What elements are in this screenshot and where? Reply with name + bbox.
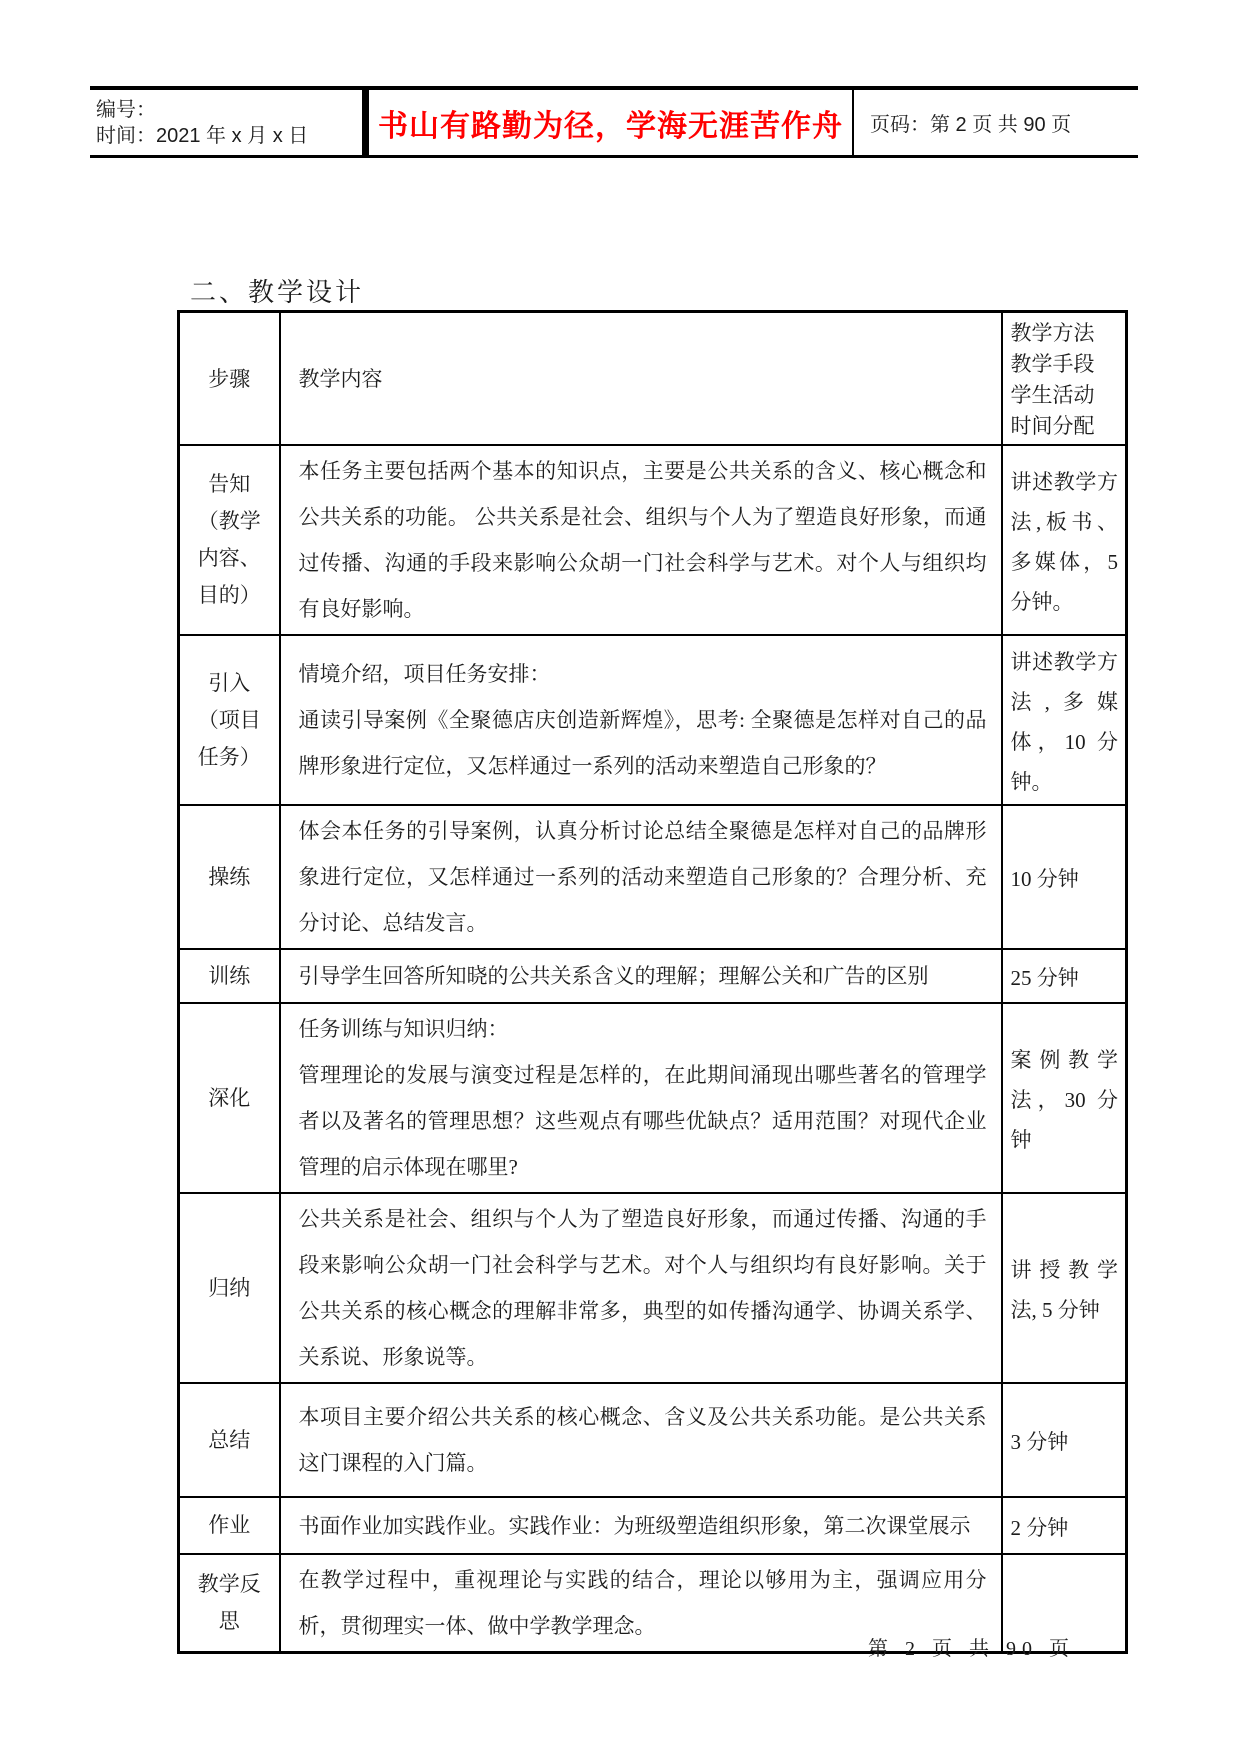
content-cell: [280, 1003, 1002, 1193]
method-cell: 2 分钟: [1002, 1497, 1127, 1554]
step-cell: 教学反思: [179, 1554, 280, 1653]
content-paragraph: 任务训练与知识归纳：: [298, 1017, 509, 1041]
content-paragraph: 体会本任务的引导案例，认真分析讨论总结全聚德是怎样对自己的品牌形象进行定位，又怎样通过一系列的活动来塑造自己形象的？合理分析、充分讨论、总结发言。: [298, 819, 987, 935]
step-cell: 告知（教学内容、目的）: [179, 445, 280, 635]
teaching-design-table: [177, 310, 1128, 1654]
method-cell: 3 分钟: [1002, 1383, 1127, 1497]
table-row: [179, 949, 1127, 1003]
col-header-step: 步骤: [179, 312, 280, 446]
content-paragraph: 情境介绍，项目任务安排：: [298, 662, 551, 686]
doc-number-label: 编号：: [96, 99, 156, 121]
content-paragraph: 在教学过程中，重视理论与实践的结合，理论以够用为主，强调应用分析，贯彻理实一体、做中学教学理念。: [298, 1568, 987, 1638]
table-header-row: [179, 312, 1127, 446]
step-cell: 深化: [179, 1003, 280, 1193]
col-header-content: 教学内容: [280, 312, 1002, 446]
method-cell: 10 分钟: [1002, 805, 1127, 949]
doc-date-label: 时间：2021 年 x 月 x 日: [96, 125, 309, 147]
content-paragraph: 本项目主要介绍公共关系的核心概念、含义及公共关系功能。是公共关系这门课程的入门篇。: [298, 1405, 987, 1475]
col-header-method-line: 学生活动: [1010, 383, 1095, 407]
table-row: [179, 1003, 1127, 1193]
content-cell: [280, 805, 1002, 949]
method-cell: 25 分钟: [1002, 949, 1127, 1003]
content-cell: [280, 1193, 1002, 1383]
col-header-method: [1002, 312, 1127, 446]
slogan: 书山有路勤为径，学海无涯苦作舟: [378, 109, 843, 143]
content-paragraph: 管理理论的发展与演变过程是怎样的，在此期间涌现出哪些著名的管理学者以及著名的管理思想？这些观点有哪些优缺点？适用范围？对现代企业管理的启示体现在哪里?: [298, 1063, 987, 1179]
table-row: [179, 805, 1127, 949]
col-header-method-line: 时间分配: [1010, 414, 1095, 438]
step-cell: 作业: [179, 1497, 280, 1554]
method-cell: 讲述教学方法,多媒体，10 分钟。: [1002, 635, 1127, 805]
table-row: [179, 635, 1127, 805]
content-cell: [280, 635, 1002, 805]
step-cell: 训练: [179, 949, 280, 1003]
footer-page-number: 第 2 页 共 90 页: [868, 1638, 1075, 1660]
content-cell: [280, 445, 1002, 635]
header-meta: [90, 90, 362, 155]
table-row: [179, 1193, 1127, 1383]
step-cell: 总结: [179, 1383, 280, 1497]
table-row: [179, 1497, 1127, 1554]
page-header: [90, 86, 1138, 158]
section-title: 二、教学设计: [190, 278, 365, 307]
table-row: [179, 445, 1127, 635]
col-header-method-line: 教学手段: [1010, 352, 1095, 376]
content-paragraph: 本任务主要包括两个基本的知识点，主要是公共关系的含义、核心概念和公共关系的功能。 公共关系是社会、组织与个人为了塑造良好形象，而通过传播、沟通的手段来影响公众胡一门社会科学与艺术。对个人与组织均有良好影响。: [298, 459, 987, 621]
content-cell: [280, 949, 1002, 1003]
header-page-label: 页码：第 2 页 共 90 页: [870, 114, 1072, 136]
content-paragraph: 公共关系是社会、组织与个人为了塑造良好形象，而通过传播、沟通的手段来影响公众胡一门社会科学与艺术。对个人与组织均有良好影响。关于公共关系的核心概念的理解非常多，典型的如传播沟通学、协调关系学、关系说、形象说等。: [298, 1207, 987, 1369]
method-cell: 讲授教学法, 5 分钟: [1002, 1193, 1127, 1383]
method-cell: 讲述教学方法,板书、多媒体，5分钟。: [1002, 445, 1127, 635]
content-cell: [280, 1497, 1002, 1554]
content-paragraph: 通读引导案例《全聚德店庆创造新辉煌》，思考: 全聚德是怎样对自己的品牌形象进行定位，又怎样通过一系列的活动来塑造自己形象的？: [298, 708, 987, 778]
header-divider-thick: [362, 90, 369, 155]
table-row: [179, 1383, 1127, 1497]
content-paragraph: 书面作业加实践作业。实践作业：为班级塑造组织形象，第二次课堂展示: [298, 1513, 971, 1538]
col-header-method-line: 教学方法: [1010, 321, 1095, 345]
step-cell: 操练: [179, 805, 280, 949]
step-cell: 引入（项目任务）: [179, 635, 280, 805]
step-cell: 归纳: [179, 1193, 280, 1383]
content-cell: [280, 1383, 1002, 1497]
method-cell: 案例教学法，30 分钟: [1002, 1003, 1127, 1193]
content-paragraph: 引导学生回答所知晓的公共关系含义的理解；理解公关和广告的区别: [298, 964, 929, 988]
